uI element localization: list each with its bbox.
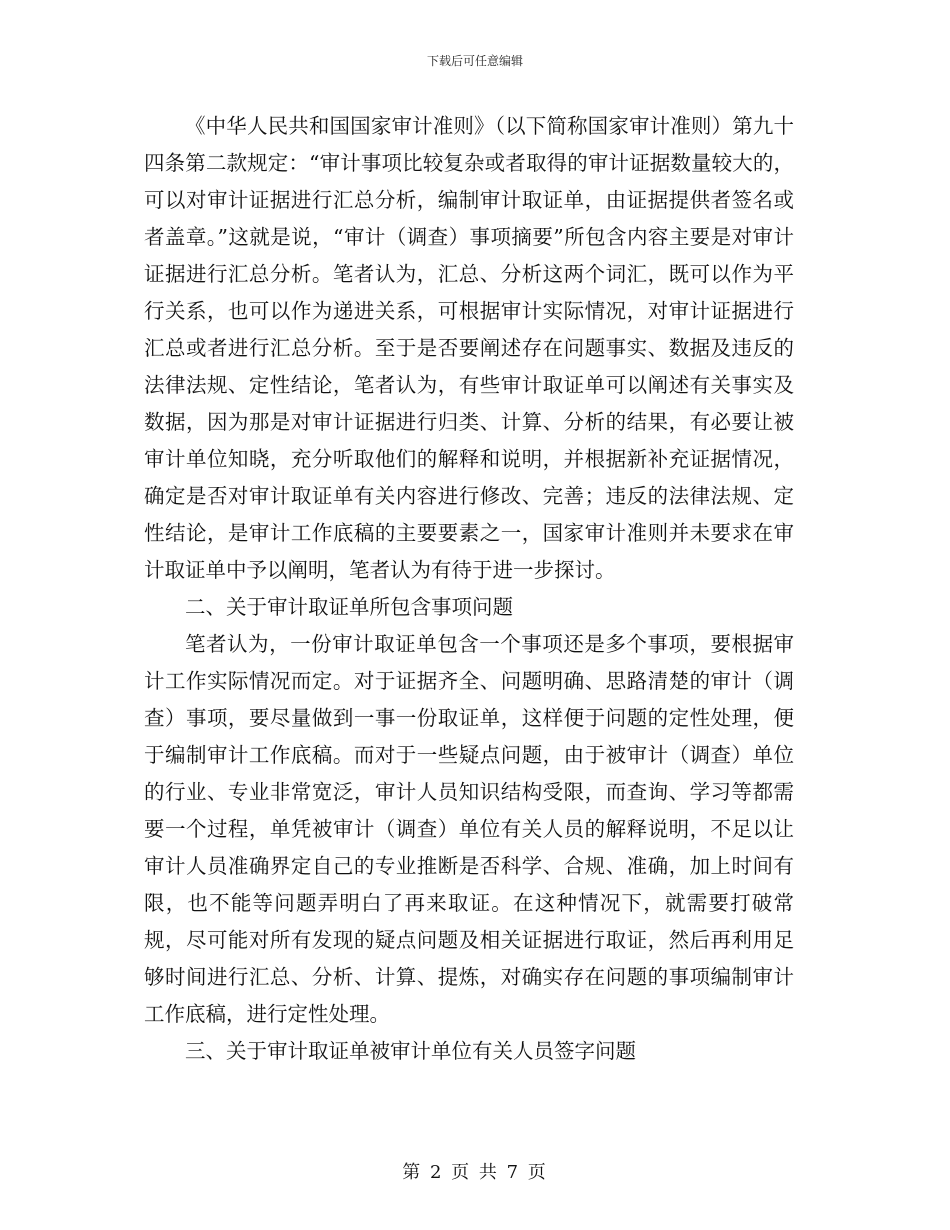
paragraph-items: 笔者认为，一份审计取证单包含一个事项还是多个事项，要根据审计工作实际情况而定。对于证据齐全、问题明确、思路清楚的审计（调查）事项，要尽量做到一事一份取证单，这样便于问题的定性处理，便于编制审计工作底稿。而对于一些疑点问题，由于被审计（调查）单位的行业、专业非常宽泛，审计人员知识结构受限，而查询、学习等都需要一个过程，单凭被审计（调查）单位有关人员的解释说明，不足以让审计人员准确界定自己的专业推断是否科学、合规、准确，加上时间有限，也不能等问题弄明白了再来取证。在这种情况下，就需要打破常规，尽可能对所有发现的疑点问题及相关证据进行取证，然后再利用足够时间进行汇总、分析、计算、提炼，对确实存在问题的事项编制审计工作底稿，进行定性处理。 (144, 632, 794, 1026)
page-header: 下载后可任意编辑 (426, 54, 523, 68)
page-number: 第 2 页 共 7 页 (402, 1162, 548, 1183)
section-heading-2: 二、关于审计取证单所包含事项问题 (185, 595, 513, 619)
section-heading-3: 三、关于审计取证单被审计单位有关人员签字问题 (185, 1039, 636, 1063)
paragraph-audit-standard: 《中华人民共和国国家审计准则》（以下简称国家审计准则）第九十四条第二款规定：“审计事项比较复杂或者取得的审计证据数量较大的，可以对审计证据进行汇总分析，编制审计取证单，由证据提供者签名或者盖章。”这就是说，“审计（调查）事项摘要”所包含内容主要是对审计证据进行汇总分析。笔者认为，汇总、分析这两个词汇，既可以作为平行关系，也可以作为递进关系，可根据审计实际情况，对审计证据进行汇总或者进行汇总分析。至于是否要阐述存在问题事实、数据及违反的法律法规、定性结论，笔者认为，有些审计取证单可以阐述有关事实及数据，因为那是对审计证据进行归类、计算、分析的结果，有必要让被审计单位知晓，充分听取他们的解释和说明，并根据新补充证据情况，确定是否对审计取证单有关内容进行修改、完善；违反的法律法规、定性结论，是审计工作底稿的主要要素之一，国家审计准则并未要求在审计取证单中予以阐明，笔者认为有待于进一步探讨。 (144, 114, 794, 582)
document-body (144, 108, 794, 1070)
